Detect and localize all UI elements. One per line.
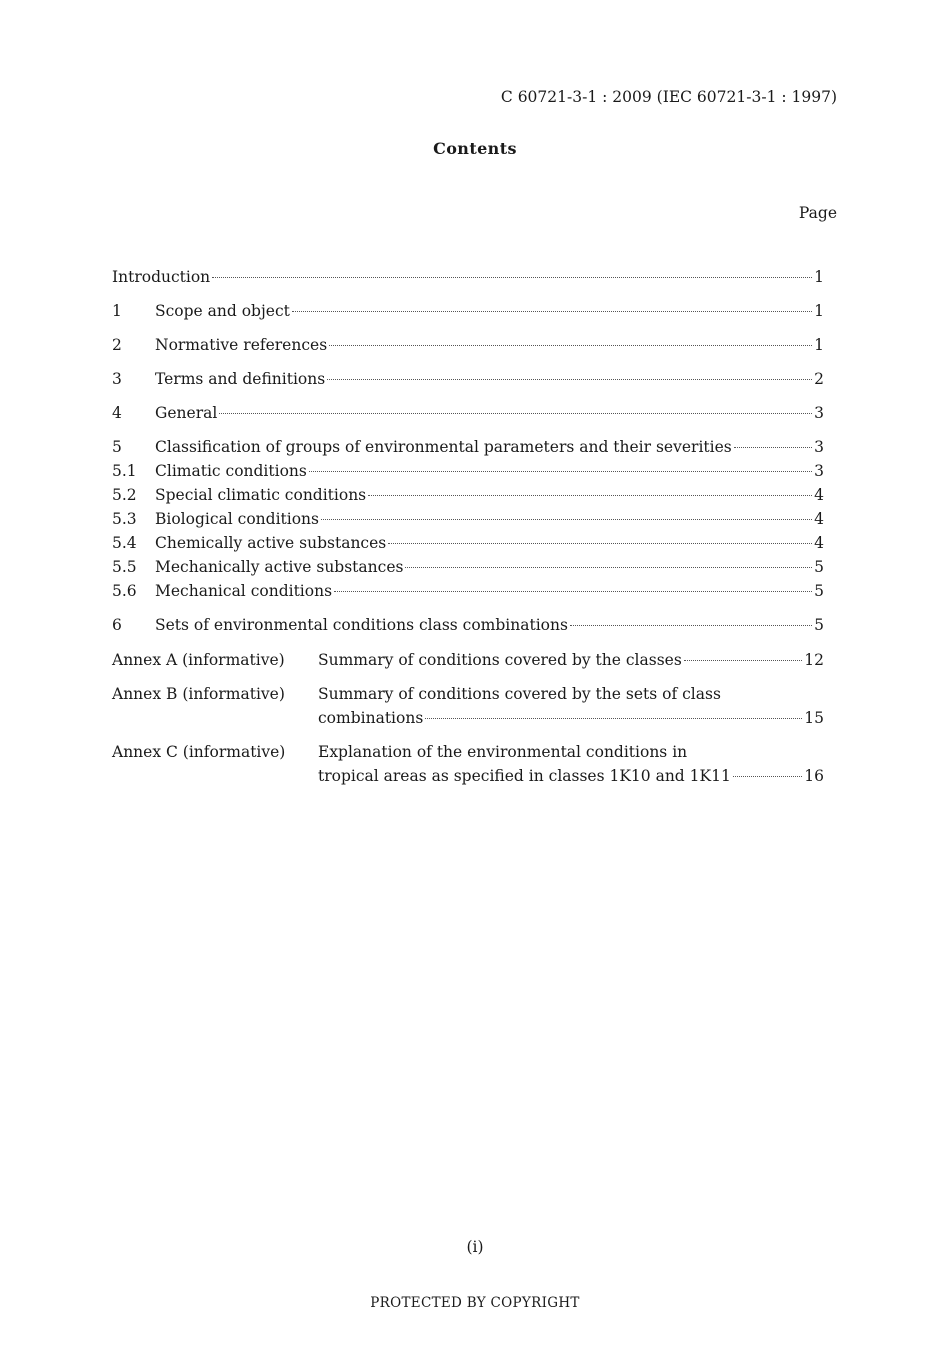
toc-entry-sets-of-conditions[interactable] xyxy=(112,614,824,636)
toc-entry-scope[interactable] xyxy=(112,300,824,322)
toc-entry-page: 4 xyxy=(814,486,824,504)
toc-entry-normative-references[interactable] xyxy=(112,334,824,356)
dot-leader xyxy=(684,660,802,661)
toc-entry-number: 3 xyxy=(112,370,122,388)
toc-entry-number: 2 xyxy=(112,336,122,354)
toc-entry-terms-definitions[interactable] xyxy=(112,368,824,390)
toc-entry-number: 5.5 xyxy=(112,558,137,576)
dot-leader xyxy=(329,345,812,346)
toc-entry-number: 4 xyxy=(112,404,122,422)
toc-entry-annex-a[interactable] xyxy=(112,649,824,671)
toc-entry-title: Classification of groups of environmental parameters and their severities xyxy=(155,438,732,456)
dot-leader xyxy=(309,471,812,472)
contents-title: Contents xyxy=(433,139,517,158)
toc-entry-title: Introduction xyxy=(112,268,211,286)
toc-entry-number: 5.6 xyxy=(112,582,137,600)
annex-label: Annex A (informative) xyxy=(112,651,285,669)
toc-entry-title-line-1: Explanation of the environmental conditions in xyxy=(318,743,688,761)
toc-entry-page: 2 xyxy=(814,370,824,388)
dot-leader xyxy=(734,447,812,448)
toc-entry-title: combinations xyxy=(318,709,424,727)
toc-entry-page: 1 xyxy=(814,302,824,320)
toc-entry-mechanical-conditions[interactable] xyxy=(112,580,824,602)
annex-label: Annex B (informative) xyxy=(112,685,285,703)
dot-leader xyxy=(405,567,812,568)
toc-entry-number: 5 xyxy=(112,438,122,456)
dot-leader xyxy=(388,543,812,544)
toc-entry-title: Mechanically active substances xyxy=(155,558,404,576)
toc-entry-page: 3 xyxy=(814,404,824,422)
dot-leader xyxy=(334,591,812,592)
toc-entry-general[interactable] xyxy=(112,402,824,424)
document-code: C 60721-3-1 : 2009 (IEC 60721-3-1 : 1997) xyxy=(500,88,837,106)
toc-entry-title: Climatic conditions xyxy=(155,462,307,480)
toc-entry-title: Mechanical conditions xyxy=(155,582,333,600)
toc-entry-classification[interactable] xyxy=(112,436,824,458)
toc-entry-annex-c-continuation[interactable] xyxy=(112,765,824,787)
toc-entry-mechanically-active-substances[interactable] xyxy=(112,556,824,578)
toc-entry-introduction[interactable] xyxy=(112,266,824,288)
page-number: (i) xyxy=(466,1238,484,1256)
dot-leader xyxy=(212,277,812,278)
dot-leader xyxy=(219,413,812,414)
toc-entry-title: Terms and definitions xyxy=(155,370,326,388)
toc-entry-special-climatic-conditions[interactable] xyxy=(112,484,824,506)
page-column-label: Page xyxy=(798,204,837,222)
toc-entry-biological-conditions[interactable] xyxy=(112,508,824,530)
annex-label: Annex C (informative) xyxy=(112,743,286,761)
toc-entry-chemically-active-substances[interactable] xyxy=(112,532,824,554)
toc-entry-number: 1 xyxy=(112,302,122,320)
dot-leader xyxy=(733,776,802,777)
toc-entry-title: tropical areas as specified in classes 1K10 and 1K11 xyxy=(318,767,731,785)
toc-entry-title: Scope and object xyxy=(155,302,290,320)
toc-entry-number: 6 xyxy=(112,616,122,634)
toc-entry-number: 5.3 xyxy=(112,510,137,528)
toc-entry-title: Special climatic conditions xyxy=(155,486,367,504)
toc-entry-number: 5.1 xyxy=(112,462,137,480)
dot-leader xyxy=(368,495,812,496)
dot-leader xyxy=(570,625,812,626)
toc-entry-page: 16 xyxy=(804,767,824,785)
toc-entry-page: 15 xyxy=(804,709,824,727)
toc-entry-number: 5.2 xyxy=(112,486,137,504)
toc-entry-page: 5 xyxy=(814,616,824,634)
toc-entry-page: 1 xyxy=(814,336,824,354)
toc-entry-page: 4 xyxy=(814,534,824,552)
toc-entry-title: Biological conditions xyxy=(155,510,319,528)
copyright-notice: PROTECTED BY COPYRIGHT xyxy=(370,1295,580,1311)
dot-leader xyxy=(321,519,812,520)
toc-entry-annex-b-continuation[interactable] xyxy=(112,707,824,729)
dot-leader xyxy=(425,718,802,719)
toc-entry-page: 3 xyxy=(814,462,824,480)
dot-leader xyxy=(292,311,812,312)
toc-entry-page: 4 xyxy=(814,510,824,528)
toc-entry-title: Sets of environmental conditions class combinations xyxy=(155,616,568,634)
toc-entry-title: Chemically active substances xyxy=(155,534,387,552)
toc-entry-title-line-1: Summary of conditions covered by the sets of class xyxy=(318,685,721,703)
toc-entry-number: 5.4 xyxy=(112,534,137,552)
toc-entry-climatic-conditions[interactable] xyxy=(112,460,824,482)
toc-entry-page: 3 xyxy=(814,438,824,456)
toc-entry-title: Normative references xyxy=(155,336,328,354)
dot-leader xyxy=(327,379,812,380)
toc-entry-title: General xyxy=(155,404,218,422)
toc-entry-page: 5 xyxy=(814,558,824,576)
toc-entry-page: 12 xyxy=(804,651,824,669)
toc-entry-page: 1 xyxy=(814,268,824,286)
toc-entry-title: Summary of conditions covered by the classes xyxy=(318,651,682,669)
toc-entry-page: 5 xyxy=(814,582,824,600)
